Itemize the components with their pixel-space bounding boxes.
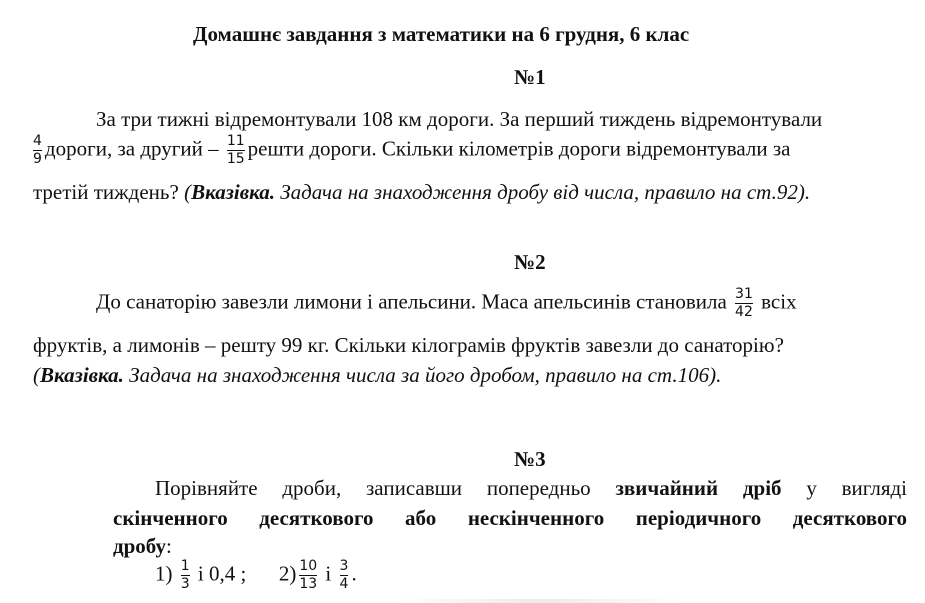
task3-line1-bold: звичайний дріб (615, 476, 782, 500)
task3-number: №3 (514, 447, 546, 471)
item2-end: . (351, 561, 357, 586)
task1-line1: За три тижні відремонтували 108 км дороги. За перший тиждень відремонтували (96, 107, 823, 131)
task1-line3-text: третій тиждень? (33, 180, 179, 204)
task2-line1-text-b: всіх (761, 289, 797, 314)
task3-line2 (113, 506, 907, 531)
fraction-denominator: 9 (33, 151, 42, 167)
item2-fraction-3-4 (340, 559, 349, 592)
task3-line2-bold-a: скінченного десяткового (113, 506, 374, 530)
task3-items (155, 559, 357, 592)
task1-hint: (Вказівка. Задача на знаходження дробу від числа, правило на ст.92). (184, 180, 811, 204)
item1-fraction-1-3 (181, 559, 190, 592)
item2-label: 2) (278, 561, 297, 586)
task3-line1 (155, 476, 907, 501)
task3-line3-colon: : (166, 534, 172, 558)
task1-line2-text-b: решти дороги. Скільки кілометрів дороги відремонтували за (247, 136, 791, 161)
fraction-denominator: 13 (299, 576, 318, 592)
task2-number: №2 (514, 250, 546, 274)
task2-hint-label: Вказівка. (40, 363, 124, 387)
task2-fraction-31-42 (735, 287, 753, 320)
fraction-denominator: 42 (735, 304, 753, 320)
task2-line2: фруктів, а лимонів – решту 99 кг. Скільки кілограмів фруктів завезли до санаторію? (33, 333, 784, 357)
item2-fraction-10-13 (299, 559, 317, 592)
task3-line1-text-a: Порівняйте дроби, записавши попередньо (155, 476, 591, 500)
fraction-numerator: 3 (339, 558, 349, 574)
scan-shadow (390, 599, 690, 603)
task2-hint: (Вказівка. Задача на знаходження числа за його дробом, правило на ст.106). (33, 363, 722, 387)
item1-rest: і 0,4 ; (197, 561, 247, 586)
task2-line1 (96, 287, 797, 320)
fraction-numerator: 31 (735, 286, 753, 302)
item1-label: 1) (155, 561, 173, 586)
fraction-numerator: 11 (226, 133, 245, 149)
page-title: Домашнє завдання з математики на 6 грудня, 6 клас (193, 22, 690, 46)
task1-line3 (33, 180, 810, 205)
task2-line1-text-a: До санаторію завезли лимони і апельсини. Маса апельсинів становила (96, 289, 727, 314)
task1-number: №1 (514, 65, 546, 89)
fraction-denominator: 3 (180, 576, 190, 592)
item2-and: і (325, 561, 332, 586)
fraction-denominator: 4 (339, 576, 349, 592)
task1-line2-text-a: дороги, за другий – (44, 136, 219, 161)
fraction-numerator: 1 (180, 558, 190, 574)
task3-line1-text-c: у вигляді (806, 476, 907, 500)
fraction-denominator: 15 (226, 151, 245, 167)
task3-line3 (113, 534, 172, 559)
task1-line2 (30, 134, 791, 167)
task3-line2-bold-c: нескінченного періодичного десяткового (467, 506, 908, 530)
task1-fraction-4-9 (33, 134, 42, 167)
task1-hint-label: Вказівка. (191, 180, 275, 204)
task1-fraction-11-15 (227, 134, 245, 167)
fraction-numerator: 4 (33, 133, 42, 149)
fraction-numerator: 10 (299, 558, 318, 574)
task3-line3-bold: дробу (113, 534, 167, 558)
task3-line2-bold-b: або (405, 506, 437, 530)
